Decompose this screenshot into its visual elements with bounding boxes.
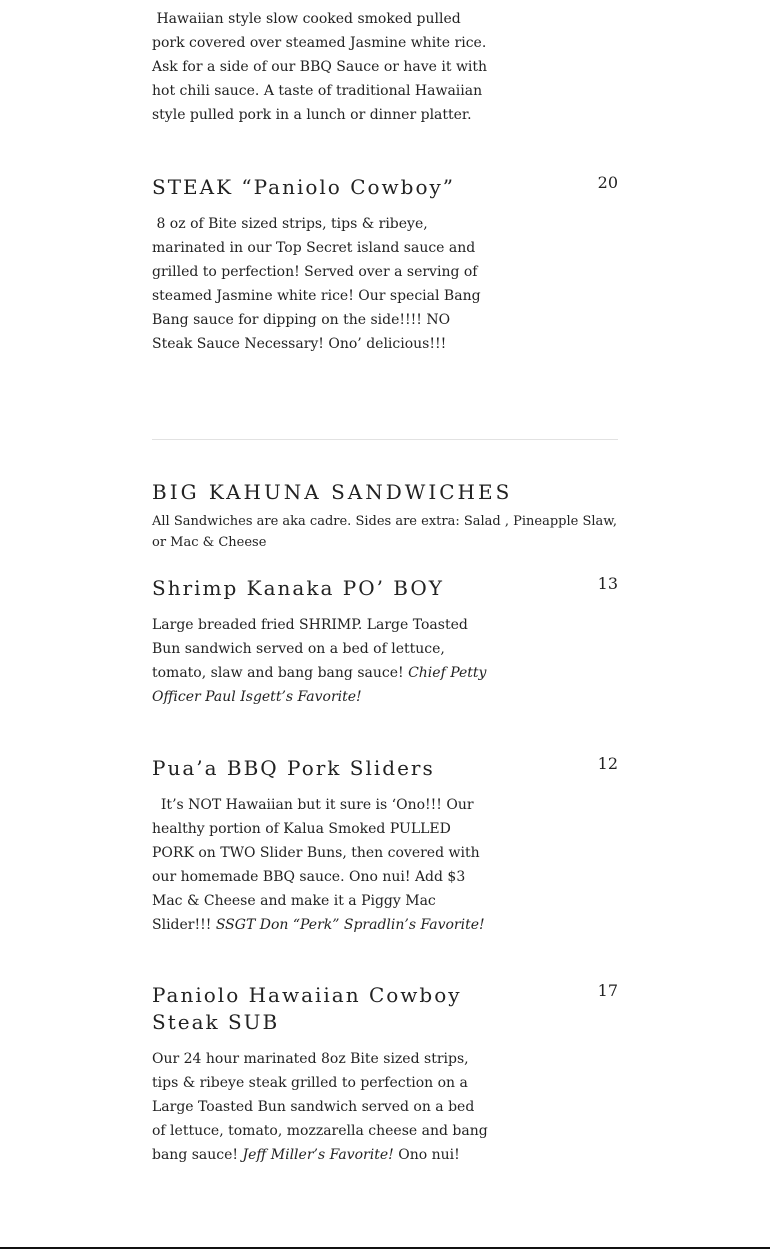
menu-item-steak-paniolo (152, 174, 618, 356)
item-favorite: Jeff Miller’s Favorite! (242, 1147, 394, 1163)
item-title: STEAK “Paniolo Cowboy” (152, 175, 456, 199)
item-description: 8 oz of Bite sized strips, tips & ribeye, marinated in our Top Secret island sauce and grilled to perfection! Served over a serving of steamed Jasmine white rice! Our special Bang Bang sauce for dipping on the side!!!! NO Steak Sauce Necessary! Ono’ delicious!!! (152, 216, 486, 352)
menu-item-shrimp-po-boy (152, 575, 618, 709)
menu-item-pulled-pork (152, 7, 618, 127)
item-title: Pua’a BBQ Pork Sliders (152, 756, 435, 780)
item-favorite: SSGT Don “Perk” Spradlin’s Favorite! (215, 917, 485, 933)
section-divider (152, 439, 618, 440)
item-description (152, 793, 492, 937)
item-description-tail: Ono nui! (393, 1147, 460, 1163)
item-description (152, 613, 492, 709)
item-header (152, 982, 618, 1036)
item-title: Shrimp Kanaka PO’ BOY (152, 576, 444, 600)
section-title: BIG KAHUNA SANDWICHES (152, 480, 513, 504)
item-header (152, 174, 618, 201)
item-description-text: It’s NOT Hawaiian but it sure is ‘Ono!!! Our healthy portion of Kalua Smoked PULLED PORK on TWO Slider Buns, then covered with our homemade BBQ sauce. Ono nui! Add $3 Mac & Cheese and make it a Piggy Mac Slider!!! (152, 797, 485, 933)
item-description-text: Our 24 hour marinated 8oz Bite sized strips, tips & ribeye steak grilled to perfection on a Large Toasted Bun sandwich served on a bed of lettuce, tomato, mozzarella cheese and bang bang sauce! (152, 1051, 493, 1163)
bottom-rule (0, 1247, 770, 1249)
item-price: 13 (597, 574, 618, 593)
menu-item-cowboy-steak-sub (152, 982, 618, 1167)
section-note: All Sandwiches are aka cadre. Sides are extra: Salad , Pineapple Slaw, or Mac & Cheese (152, 514, 618, 550)
menu-item-bbq-pork-sliders (152, 755, 618, 937)
item-description-text: Large breaded fried SHRIMP. Large Toasted Bun sandwich served on a bed of lettuce, tomato, slaw and bang bang sauce! (152, 617, 473, 681)
item-price: 12 (597, 754, 618, 773)
item-price: 20 (597, 173, 618, 192)
item-price: 17 (597, 981, 618, 1000)
item-description (152, 1047, 492, 1167)
item-header (152, 575, 618, 602)
item-description: Hawaiian style slow cooked smoked pulled pork covered over steamed Jasmine white rice. Ask for a side of our BBQ Sauce or have it with hot chili sauce. A taste of traditional Hawaiian style pulled pork in a lunch or dinner platter. (152, 11, 492, 123)
item-title: Paniolo Hawaiian Cowboy Steak SUB (152, 983, 462, 1034)
item-header (152, 755, 618, 782)
item-favorite: Chief Petty Officer Paul Isgett’s Favorite! (152, 665, 491, 705)
